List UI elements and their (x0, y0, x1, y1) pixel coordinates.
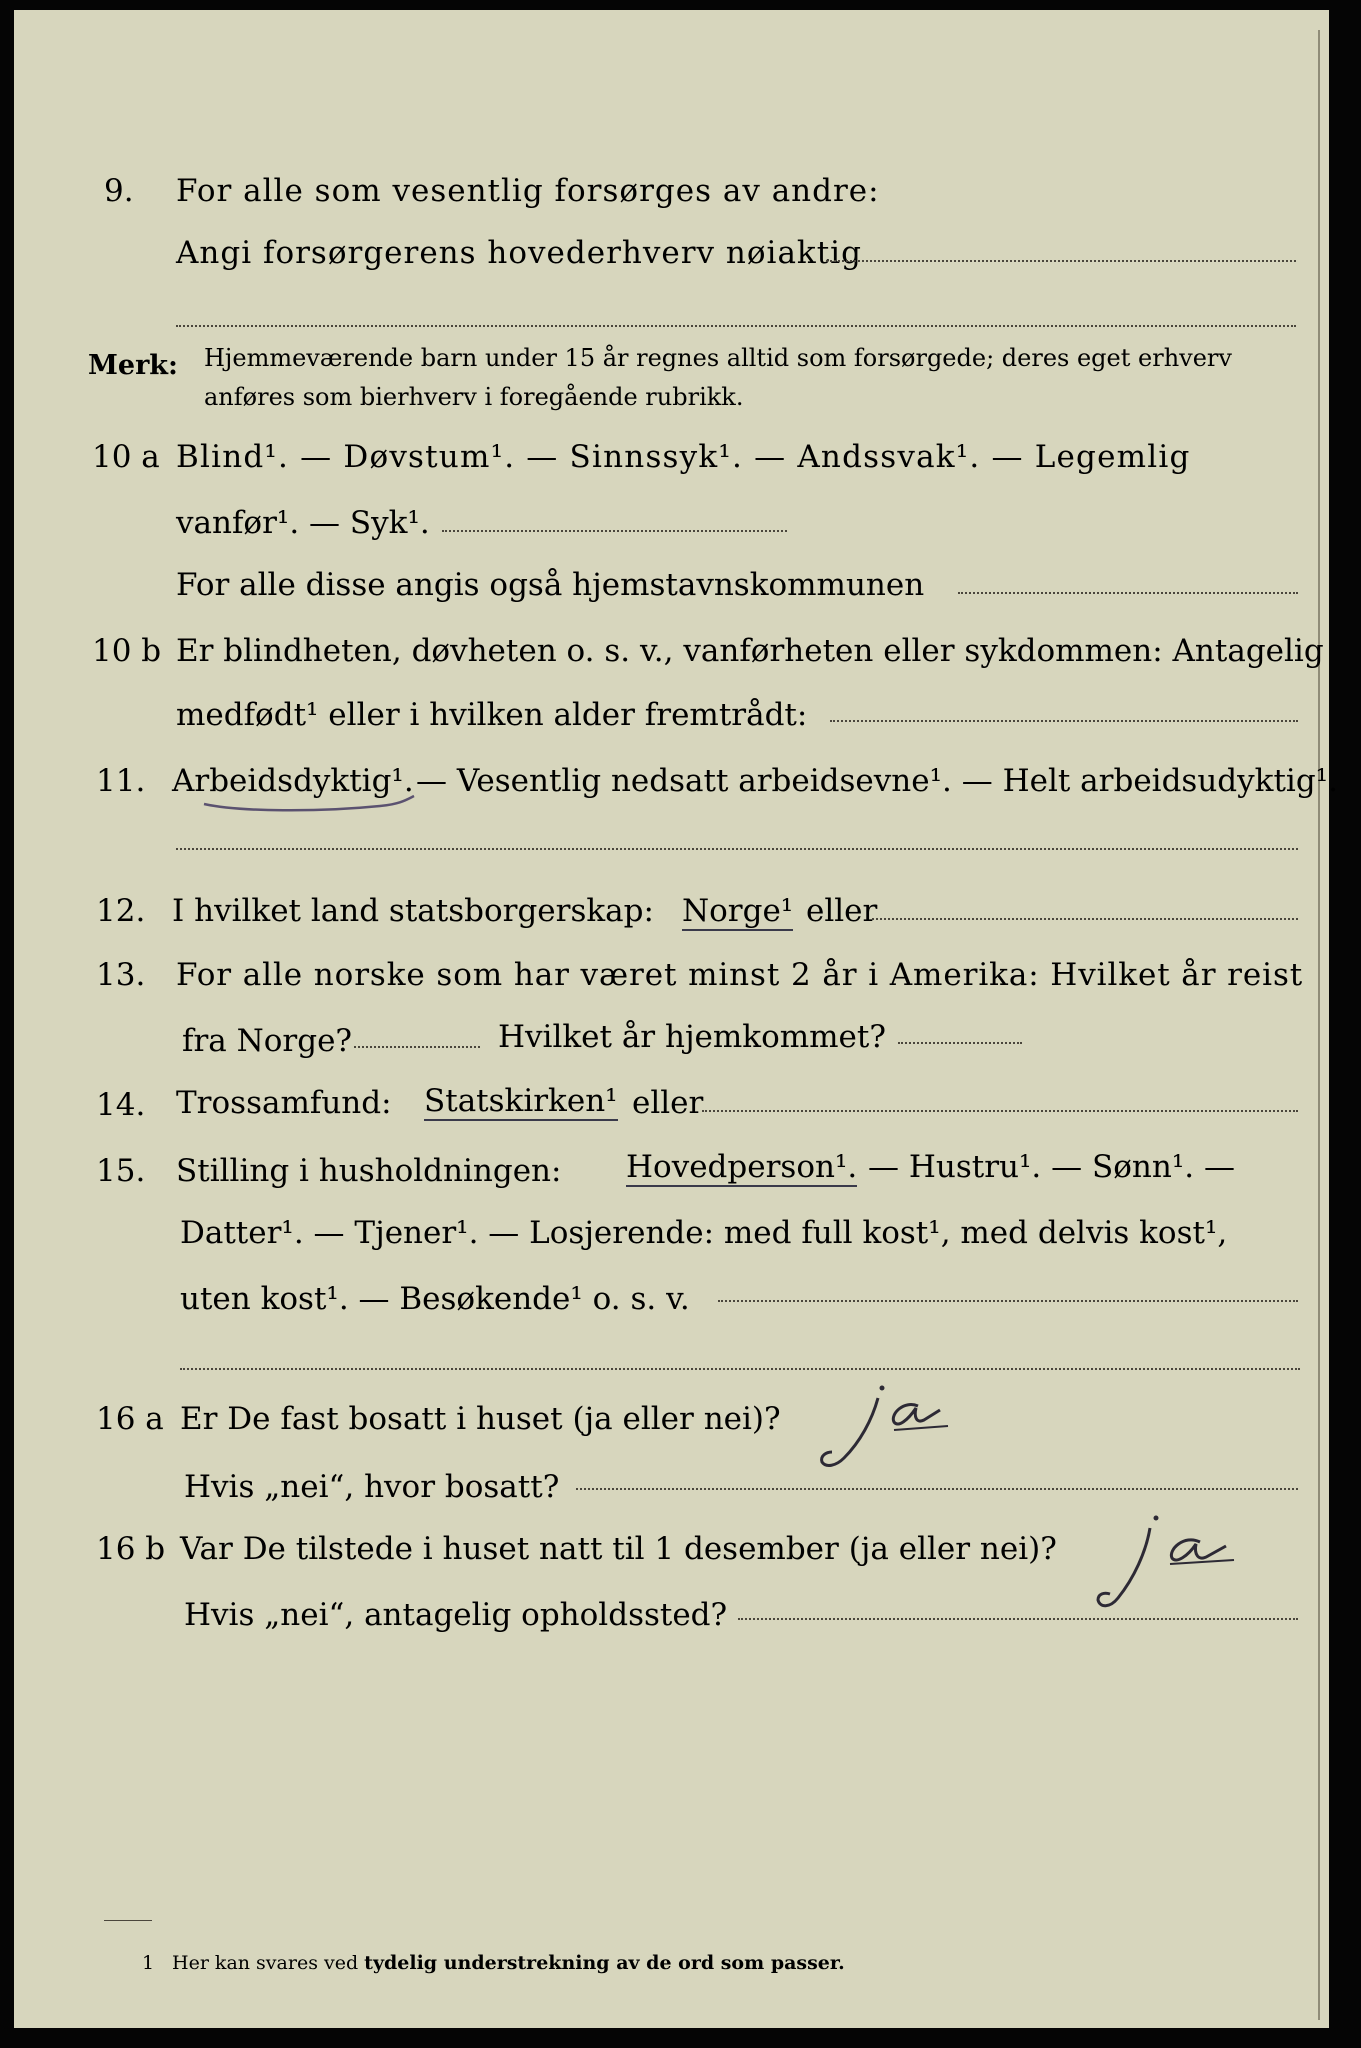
q10a-kommune-field[interactable] (958, 592, 1298, 594)
q15-answer-field[interactable] (718, 1300, 1298, 1302)
q15-option-hovedperson[interactable]: Hovedperson¹. (626, 1149, 858, 1185)
q15-pre: Stilling i husholdningen: (176, 1153, 562, 1189)
q12-answer-field[interactable] (872, 918, 1298, 920)
q15-line3: uten kost¹. — Besøkende¹ o. s. v. (180, 1281, 690, 1317)
footnote-mark: 1 (142, 1952, 155, 1974)
q12-post: eller (806, 893, 878, 929)
q16b-line2: Hvis „nei“, antagelig opholdssted? (184, 1597, 728, 1633)
q16a-line1: Er De fast bosatt i huset (ja eller nei)? (180, 1401, 781, 1437)
merk-label: Merk: (88, 350, 178, 381)
q13-line2a: fra Norge? (182, 1023, 353, 1059)
q14-post: eller (632, 1085, 704, 1121)
footnote-text-regular: Her kan svares ved (172, 1952, 359, 1974)
q16b-number: 16 b (96, 1531, 166, 1567)
merk-line2: anføres som bierhverv i foregående rubrikk. (204, 383, 744, 411)
q9-line2: Angi forsørgerens hovederhverv nøiaktig (176, 235, 862, 271)
footnote-rule (104, 1920, 152, 1921)
q11-number: 11. (96, 763, 146, 799)
q13-hjemkommet-field[interactable] (898, 1042, 1022, 1044)
q16a-number: 16 a (96, 1401, 164, 1437)
q9-line1: For alle som vesentlig forsørges av andre: (176, 173, 880, 209)
q13-line1: For alle norske som har været minst 2 år i Amerika: Hvilket år reist (176, 957, 1304, 993)
q14-number: 14. (96, 1087, 146, 1123)
q11-rest: — Vesentlig nedsatt arbeidsevne¹. — Helt arbeidsudyktig¹. (416, 763, 1338, 799)
q10b-answer-field[interactable] (830, 720, 1298, 722)
footnote-text (172, 1954, 845, 1973)
merk-line1: Hjemmeværende barn under 15 år regnes alltid som forsørgede; deres eget erhverv (204, 344, 1232, 372)
q10b-line1: Er blindheten, døvheten o. s. v., vanførheten eller sykdommen: Antagelig (176, 633, 1324, 669)
q13-reist-field[interactable] (354, 1046, 480, 1048)
q10a-syk-field[interactable] (442, 530, 787, 532)
q10b-line2: medfødt¹ eller i hvilken alder fremtrådt: (176, 697, 808, 733)
q16a-handwritten-answer (808, 1380, 958, 1480)
footnote-text-bold: tydelig understrekning av de ord som passer. (364, 1952, 845, 1974)
q15-line2: Datter¹. — Tjener¹. — Losjerende: med full kost¹, med delvis kost¹, (180, 1215, 1228, 1251)
q12-pre: I hvilket land statsborgerskap: (172, 893, 654, 929)
q9-answer-field[interactable] (826, 260, 1296, 262)
q10a-line1: Blind¹. — Døvstum¹. — Sinnssyk¹. — Andssvak¹. — Legemlig (176, 439, 1191, 475)
q16a-bosatt-field[interactable] (576, 1488, 1298, 1490)
q10a-line3: For alle disse angis også hjemstavnskommunen (176, 567, 925, 603)
q14-answer-field[interactable] (702, 1110, 1298, 1112)
q10b-number: 10 b (92, 633, 162, 669)
q10a-line2: vanfør¹. — Syk¹. (176, 505, 430, 541)
q15-number: 15. (96, 1153, 146, 1189)
q12-number: 12. (96, 893, 146, 929)
q14-pre: Trossamfund: (176, 1085, 392, 1121)
q16b-opholdssted-field[interactable] (738, 1618, 1298, 1620)
q11-answer-field[interactable] (176, 848, 1298, 850)
q16a-line2: Hvis „nei“, hvor bosatt? (184, 1469, 560, 1505)
q15-rest1: — Hustru¹. — Sønn¹. — (868, 1149, 1235, 1185)
q9-answer-field-2[interactable] (176, 325, 1296, 327)
q13-line2b: Hvilket år hjemkommet? (498, 1019, 886, 1055)
q11-option-arbeidsdyktig[interactable]: Arbeidsdyktig¹. (172, 763, 414, 799)
q16b-line1: Var De tilstede i huset natt til 1 desember (ja eller nei)? (180, 1531, 1057, 1567)
q13-number: 13. (96, 957, 146, 993)
q16b-handwritten-answer (1090, 1508, 1270, 1618)
q9-number: 9. (104, 173, 134, 209)
page-edge (1318, 30, 1320, 2020)
q14-option-statskirken[interactable]: Statskirken¹ (424, 1083, 618, 1119)
q11-handwritten-underline (200, 792, 420, 822)
q10a-number: 10 a (92, 439, 160, 475)
q15-answer-field-2[interactable] (180, 1368, 1300, 1370)
q12-option-norge[interactable]: Norge¹ (682, 893, 794, 929)
